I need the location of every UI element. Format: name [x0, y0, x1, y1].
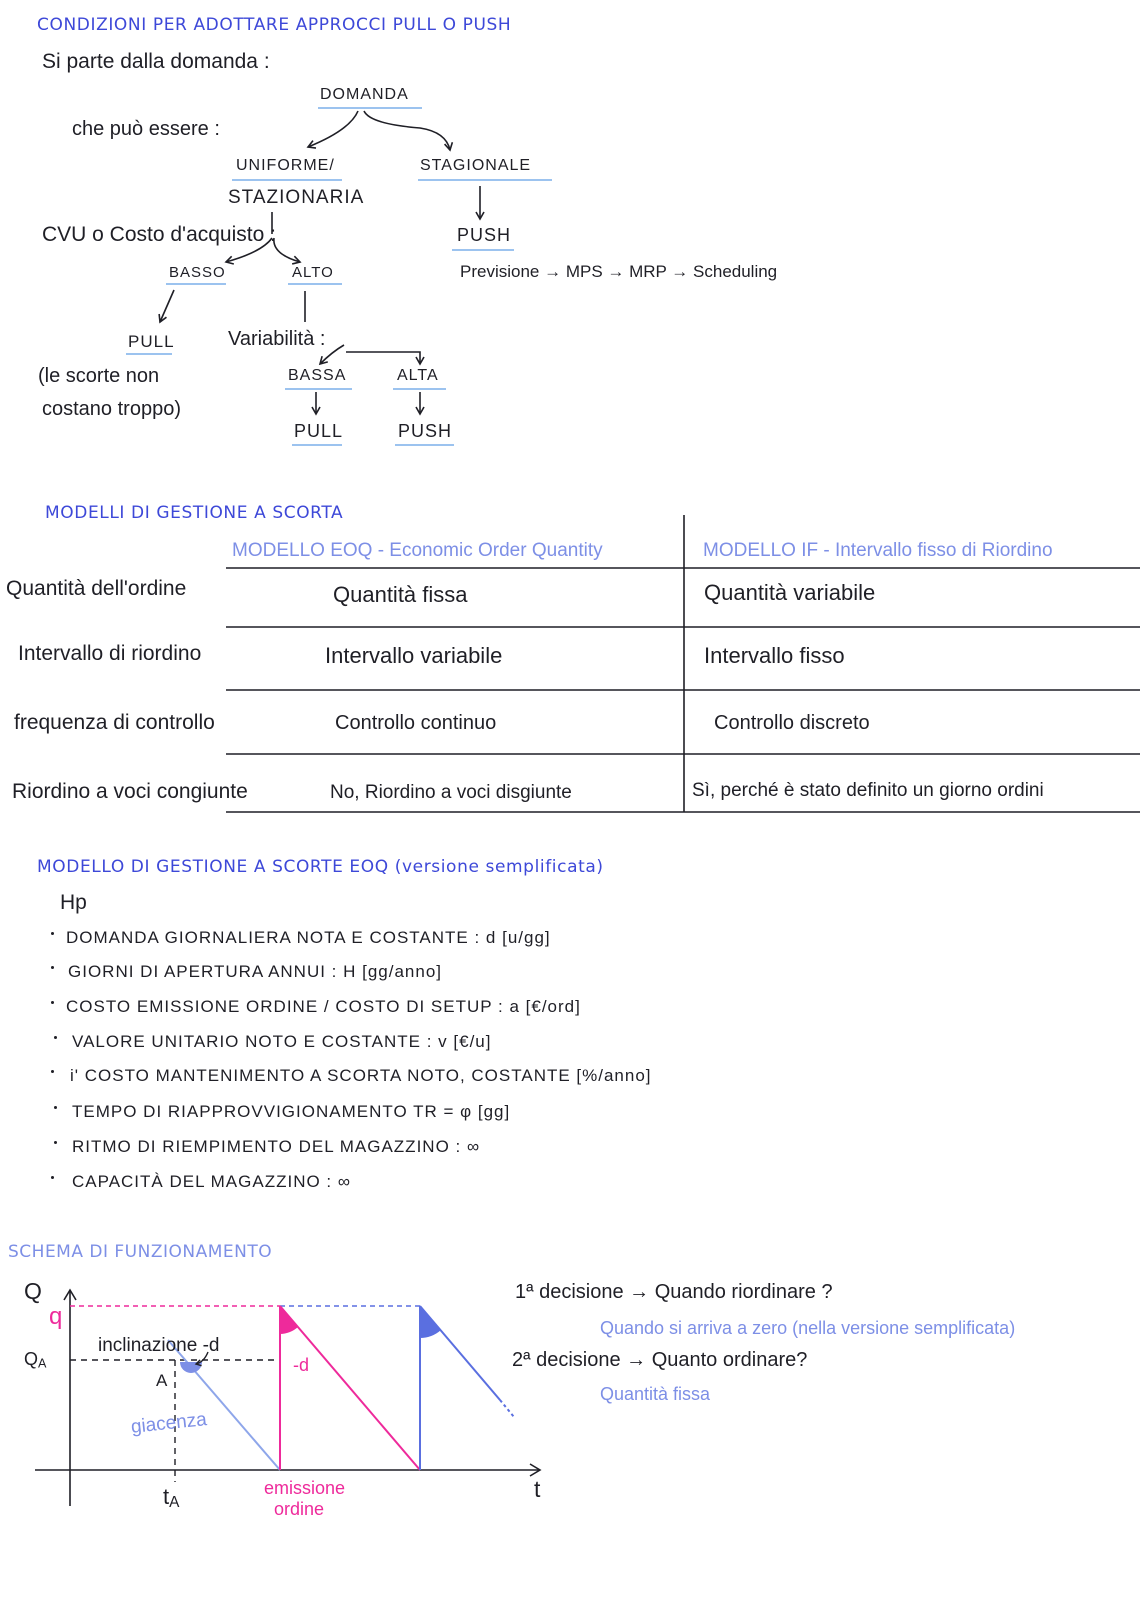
hypothesis-item: TEMPO DI RIAPPROVVIGIONAMENTO TR = φ [gg] [72, 1102, 511, 1121]
node-push-2: PUSH [398, 421, 453, 441]
ta-main: t [163, 1484, 170, 1509]
node-domanda: DOMANDA [320, 86, 409, 103]
qa-main: Q [24, 1349, 39, 1369]
decision-1: 1ª decisione → Quando riordinare ? [515, 1281, 833, 1303]
node-bassa: BASSA [288, 367, 347, 384]
node-pull: PULL [128, 332, 175, 351]
pull-note-line2: costano troppo) [42, 398, 181, 420]
row-label-quantita: Quantità dell'ordine [6, 577, 187, 600]
cost-question: CVU o Costo d'acquisto : [42, 223, 276, 246]
push-chain-text: Previsione → MPS → MRP → Scheduling [460, 262, 778, 281]
stock-decline-continuation [500, 1400, 514, 1417]
intro-text: Si parte dalla domanda : [42, 50, 270, 73]
hypotheses-label: Hp [60, 891, 87, 914]
hypothesis-item: COSTO EMISSIONE ORDINE / COSTO DI SETUP : a [€/ord] [66, 997, 581, 1016]
hypothesis-item: GIORNI DI APERTURA ANNUI : H [gg/anno] [68, 962, 443, 981]
section4-title: SCHEMA DI FUNZIONAMENTO [8, 1242, 273, 1262]
section1-title: CONDIZIONI PER ADOTTARE APPROCCI PULL O PUSH [37, 15, 512, 35]
node-alta: ALTA [397, 367, 439, 384]
row-label-riordino: Riordino a voci congiunte [12, 780, 248, 803]
hypothesis-item: DOMANDA GIORNALIERA NOTA E COSTANTE : d [u/gg] [66, 928, 551, 947]
slope-angle-marker [280, 1306, 298, 1334]
chart-q-label: q [49, 1303, 63, 1330]
node-alto: ALTO [292, 264, 334, 281]
node-uniforme: UNIFORME/ [236, 157, 335, 174]
hypothesis-item: i' COSTO MANTENIMENTO A SCORTA NOTO, COSTANTE [%/anno] [70, 1066, 652, 1085]
cell-eoq-intervallo: Intervallo variabile [325, 643, 503, 668]
section2-title: MODELLI DI GESTIONE A SCORTA [45, 503, 344, 523]
chart-y-axis-label: Q [24, 1278, 42, 1304]
node-pull-2: PULL [294, 421, 344, 441]
cell-if-intervallo: Intervallo fisso [704, 643, 845, 668]
slope-angle-marker [420, 1306, 441, 1338]
cell-eoq-frequenza: Controllo continuo [335, 712, 497, 734]
chart-slope-label: inclinazione -d [98, 1335, 220, 1356]
row-label-intervallo: Intervallo di riordino [18, 642, 202, 665]
node-stagionale: STAGIONALE [420, 157, 532, 174]
stock-decline-line-2 [280, 1306, 420, 1470]
hypothesis-item: CAPACITÀ DEL MAGAZZINO : ∞ [72, 1172, 351, 1191]
cell-if-frequenza: Controllo discreto [714, 712, 870, 734]
section3-title: MODELLO DI GESTIONE A SCORTE EOQ (versione semplificata) [37, 857, 604, 877]
cell-eoq-riordino: No, Riordino a voci disgiunte [330, 782, 572, 803]
row-label-frequenza: frequenza di controllo [14, 711, 215, 734]
qa-subscript: A [38, 1356, 47, 1371]
chart-qa-label [24, 1350, 46, 1370]
hypothesis-item: VALORE UNITARIO NOTO E COSTANTE : v [€/u] [72, 1032, 492, 1051]
decision-2-answer: Quantità fissa [600, 1384, 711, 1404]
chart-ta-label [163, 1486, 179, 1510]
chart-stock-label: giacenza [129, 1409, 208, 1438]
chart-x-axis-label: t [534, 1476, 541, 1502]
cell-if-quantita: Quantità variabile [704, 580, 876, 605]
chart-slope-label-2: -d [293, 1355, 310, 1375]
node-push: PUSH [457, 225, 512, 245]
chart-order-label-line2: ordine [274, 1499, 325, 1519]
node-variabilita: Variabilità : [228, 328, 326, 350]
table-header-if: MODELLO IF - Intervallo fisso di Riordino [703, 540, 1053, 561]
chart-order-label-line1: emissione [264, 1478, 346, 1498]
table-header-eoq: MODELLO EOQ - Economic Order Quantity [232, 540, 603, 561]
cell-if-riordino: Sì, perché è stato definito un giorno ordini [692, 780, 1044, 801]
node-stazionaria: STAZIONARIA [228, 187, 365, 208]
chart-point-a: A [156, 1371, 168, 1390]
decision-1-answer: Quando si arriva a zero (nella versione semplificata) [600, 1318, 1016, 1338]
can-be-text: che può essere : [72, 118, 220, 140]
node-basso: BASSO [169, 264, 226, 281]
decision-2: 2ª decisione → Quanto ordinare? [512, 1349, 808, 1371]
cell-eoq-quantita: Quantità fissa [333, 582, 468, 607]
pull-note-line1: (le scorte non [38, 365, 160, 387]
hypothesis-item: RITMO DI RIEMPIMENTO DEL MAGAZZINO : ∞ [72, 1137, 481, 1156]
ta-subscript: A [169, 1494, 180, 1512]
